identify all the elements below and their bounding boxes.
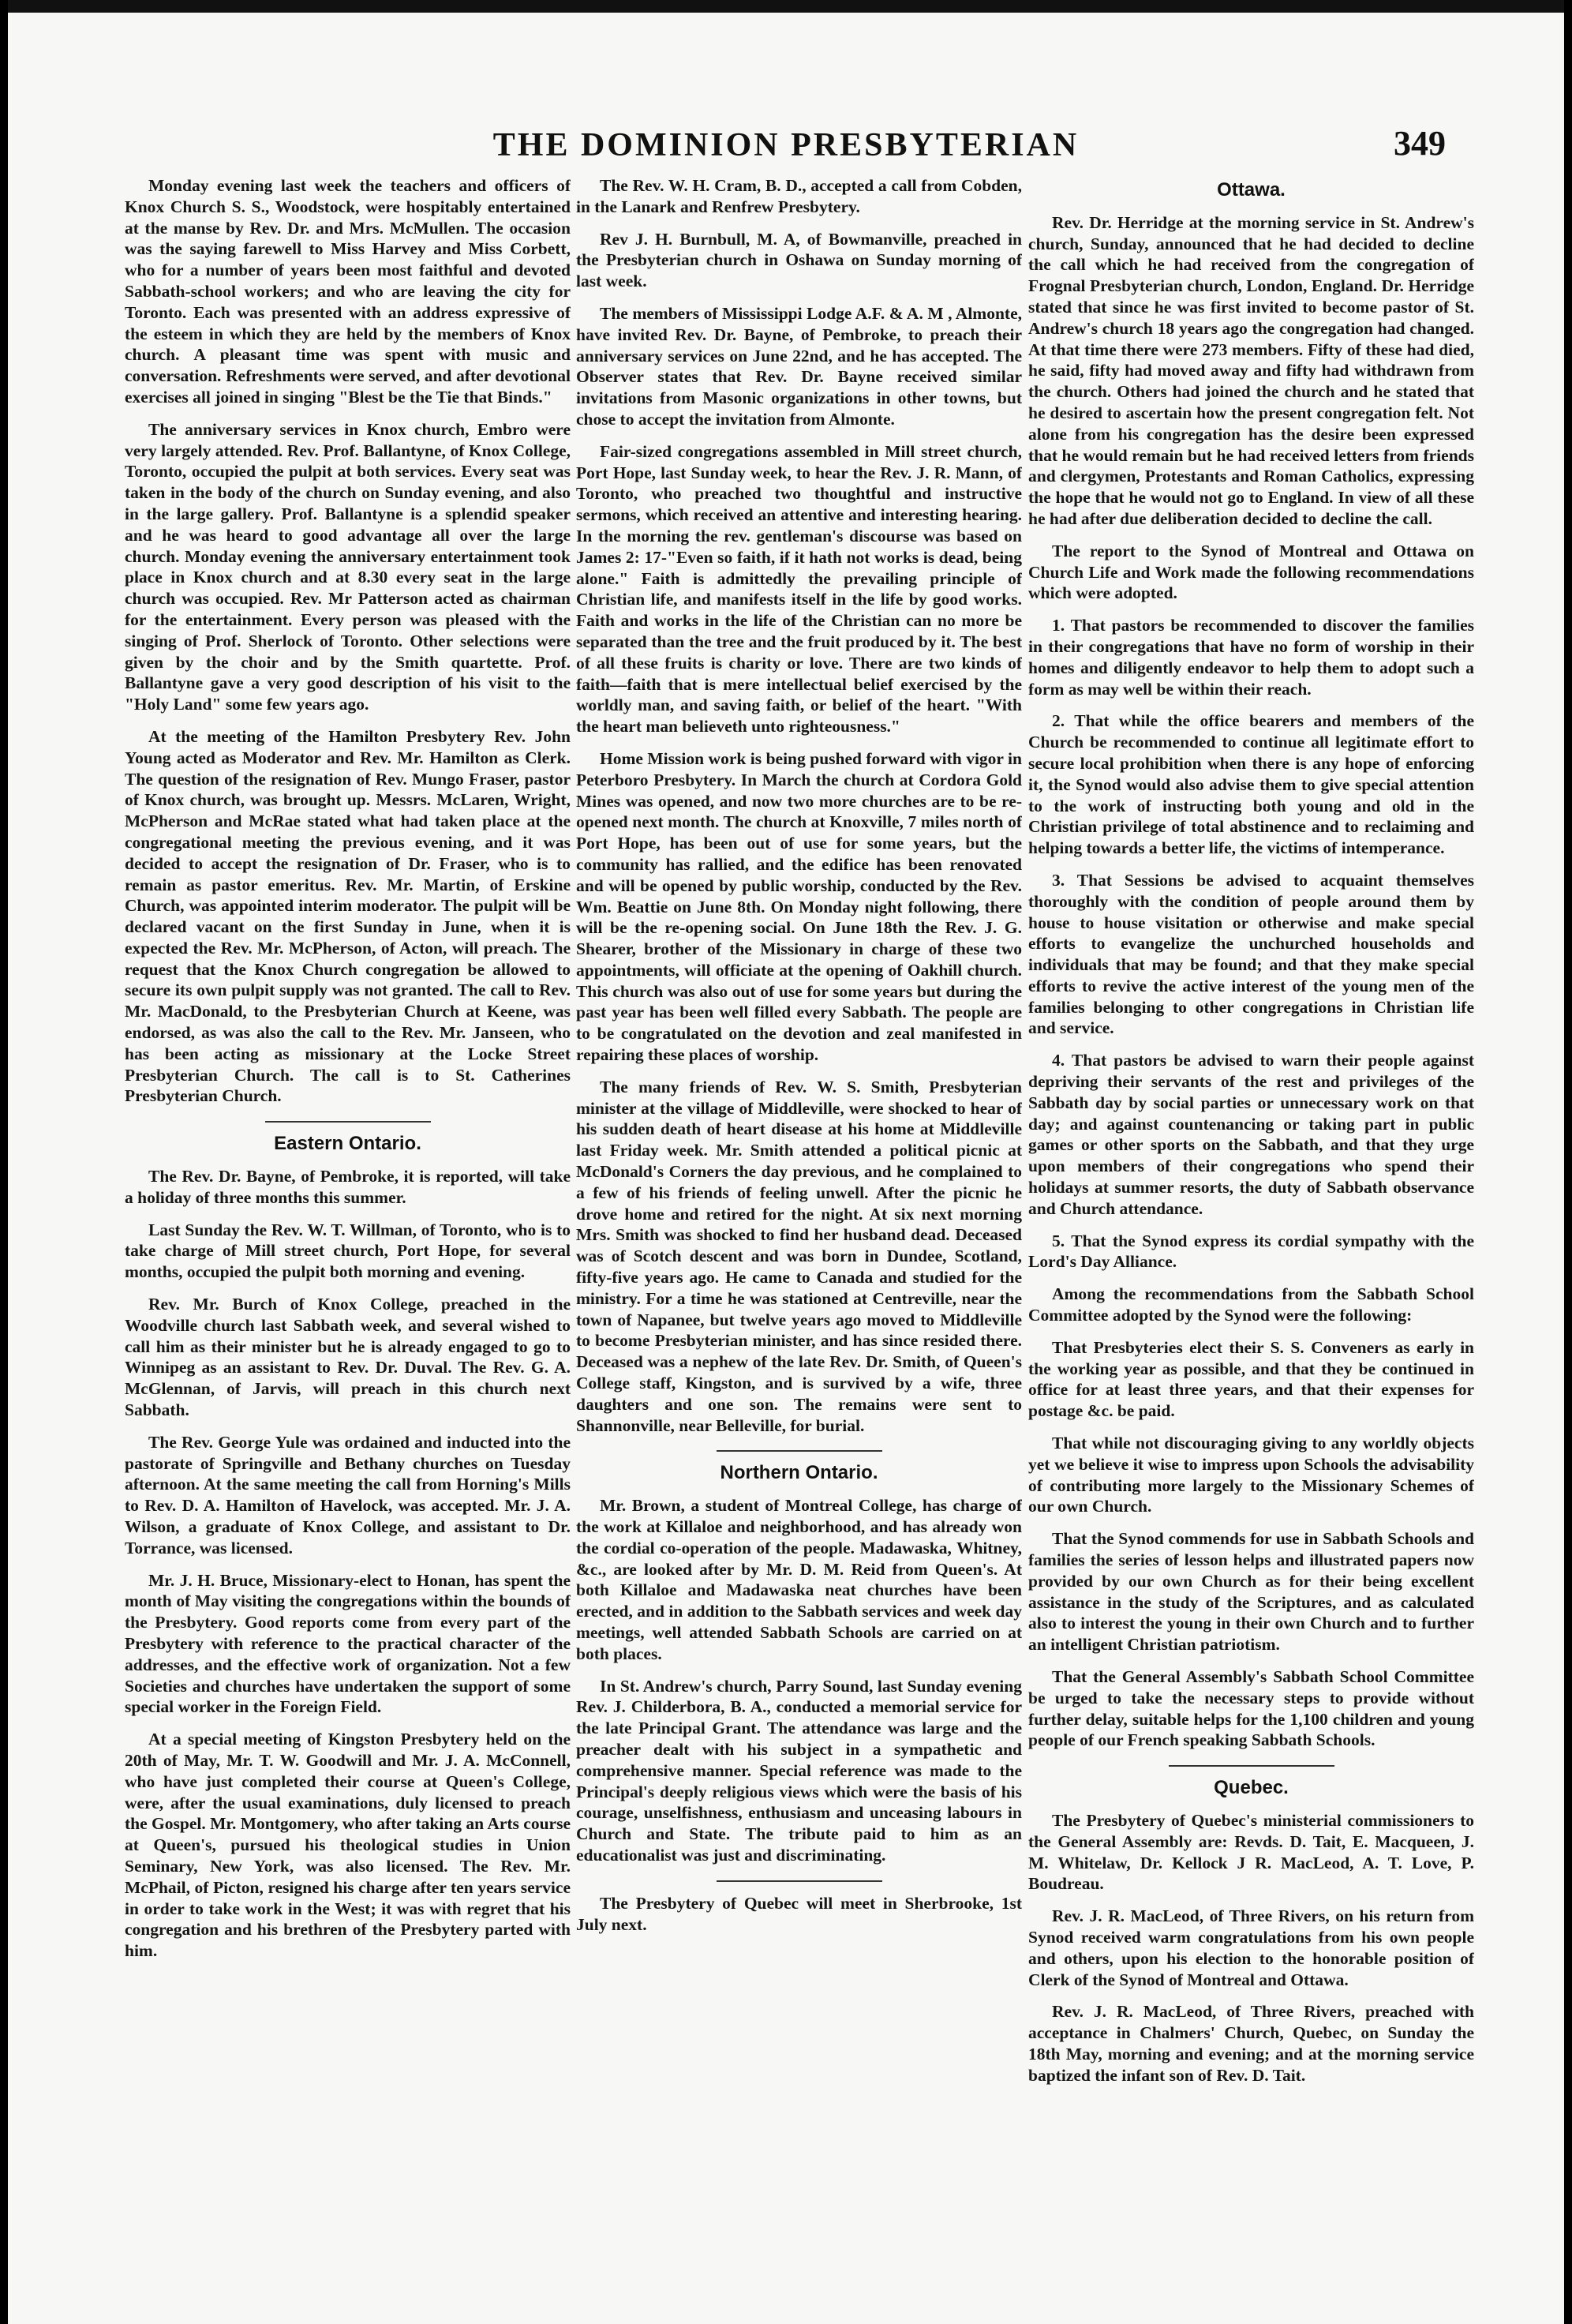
newspaper-page (8, 0, 1564, 2324)
article-paragraph: The Rev. Dr. Bayne, of Pembroke, it is reported, will take a holiday of three months this summer. (125, 1167, 571, 1207)
recommendation-item: 4. That pastors be advised to warn their people against depriving their servants of the rest and privileges of the Sabbath day by social parties or unnecessary work on that day; and against countenancing or taking part in public games or other sports on the Sabbath, and that they urge upon members of their congregations who spend their holidays at summer resorts, the duty of Sabbath observance and Church attendance. (1028, 1051, 1474, 1218)
recommendation-item: That the Synod commends for use in Sabbath Schools and families the series of lesson helps and illustrated papers now provided by our own Church as for their being excellent assistance in the study of the Scriptures, and as calculated also to interest the young in their own Church and to further an intelligent Christian patriotism. (1028, 1529, 1474, 1655)
article-paragraph: Mr. Brown, a student of Montreal College, has charge of the work at Killaloe and neighborhood, and has already won the cordial co-operation of the people. Madawaska, Whitney, &c., are looked after by Mr. D. M. Reid from Queen's. At both Killaloe and Madawaska neat churches have been erected, and in addition to the Sabbath services and week day meetings, well attended Sabbath Schools are carried on at both places. (576, 1496, 1022, 1663)
column-right (1028, 175, 1474, 2184)
article-paragraph: The report to the Synod of Montreal and Ottawa on Church Life and Work made the following recommendations which were adopted. (1028, 541, 1474, 603)
article-paragraph: Last Sunday the Rev. W. T. Willman, of Toronto, who is to take charge of Mill street church, Port Hope, for several months, occupied the pulpit both morning and evening. (125, 1220, 571, 1282)
article-paragraph: The anniversary services in Knox church, Embro were very largely attended. Rev. Prof. Ballantyne, of Knox College, Toronto, occupied the pulpit at both services. Every seat was taken in the body of the church on Sunday evening, and also in the large gallery. Prof. Ballantyne is a splendid speaker and he was heard to good advantage all over the large church. Monday evening the anniversary entertainment took place in Knox church and at 8.30 every seat in the large church was occupied. Rev. Mr Patterson acted as chairman for the entertainment. Every person was pleased with the singing of Prof. Sherlock of Toronto. Other selections were given by the choir and by the Smith quartette. Prof. Ballantyne gave a very good description of his visit to the "Holy Land" some few years ago. (125, 419, 571, 714)
recommendation-item: That Presbyteries elect their S. S. Conveners as early in the working year as possible, and that they be continued in office for at least three years, and that their expenses for postage &c. be paid. (1028, 1337, 1474, 1421)
section-divider (265, 1121, 431, 1123)
section-divider (717, 1880, 882, 1882)
recommendation-item: 2. That while the office bearers and members of the Church be recommended to continue all legitimate effort to secure local prohibition when there is any hope of enforcing it, the Synod would also advise them to give special attention to the work of instructing both young and old in the Christian privilege of total abstinence and to reclaiming and helping towards a better life, the victims of intemperance. (1028, 711, 1474, 858)
section-heading-northern-ontario: Northern Ontario. (720, 1462, 878, 1484)
article-paragraph: The many friends of Rev. W. S. Smith, Presbyterian minister at the village of Middleville, were shocked to hear of his sudden death of heart disease at his home at Middleville last Friday week. Mr. Smith attended a political picnic at McDonald's Corners the day previous, and he complained to a few of his friends of feeling unwell. After the picnic he drove home and retired for the night. At six next morning Mrs. Smith was shocked to find her husband dead. Deceased was of Scotch descent and was born in Dundee, Scotland, fifty-five years ago. He came to Canada and studied for the ministry. For a time he was stationed at Centreville, near the town of Napanee, but twelve years ago moved to Middleville to become Presbyterian minister, and has since resided there. Deceased was a nephew of the late Rev. Dr. Smith, of Queen's College staff, Kingston, and is survived by a wife, three daughters and one son. The remains were sent to Shannonville, near Belleville, for burial. (576, 1077, 1022, 1435)
article-paragraph: The members of Mississippi Lodge A.F. & A. M , Almonte, have invited Rev. Dr. Bayne, of Pembroke, to preach their anniversary services on June 22nd, and he has accepted. The Observer states that Rev. Dr. Bayne received similar invitations from Masonic organizations in other towns, but chose to accept the invitation from Almonte. (576, 303, 1022, 429)
page-header (8, 118, 1564, 174)
article-paragraph: In St. Andrew's church, Parry Sound, last Sunday evening Rev. J. Childerbora, B. A., conducted a memorial service for the late Principal Grant. The attendance was large and the preacher dealt with his subject in a sympathetic and comprehensive manner. Special reference was made to the Principal's deeply religious views which were the basis of his courage, unselfishness, enthusiasm and unceasing labours in Church and State. The tribute paid to him as an educationalist was just and discriminating. (576, 1676, 1022, 1865)
article-paragraph: Rev. J. R. MacLeod, of Three Rivers, on his return from Synod received warm congratulations from his own people and others, upon his election to the honorable position of Clerk of the Synod of Montreal and Ottawa. (1028, 1906, 1474, 1989)
recommendation-item: 5. That the Synod express its cordial sympathy with the Lord's Day Alliance. (1028, 1231, 1474, 1272)
article-paragraph: Fair-sized congregations assembled in Mill street church, Port Hope, last Sunday week, to hear the Rev. J. R. Mann, of Toronto, who preached two thoughtful and instructive sermons, which received an attentive and interesting hearing. In the morning the rev. gentleman's discourse was based on James 2: 17-"Even so faith, if it hath not works is dead, being alone." Faith is admittedly the prevailing principle of Christian life, and manifests itself in the life by good works. Faith and works in the life of the Christian can no more be separated than the tree and the fruit produced by it. The best of all these fruits is charity or love. There are two kinds of faith—faith that is mere intellectual belief exercised by the worldly man, and saving faith, or belief of the heart. "With the heart man believeth unto righteousness." (576, 441, 1022, 737)
article-paragraph: Rev J. H. Burnbull, M. A, of Bowmanville, preached in the Presbyterian church in Oshawa on Sunday morning of last week. (576, 229, 1022, 291)
article-paragraph: At the meeting of the Hamilton Presbytery Rev. John Young acted as Moderator and Rev. Mr. Hamilton as Clerk. The question of the resignation of Rev. Mungo Fraser, pastor of Knox church, was brought up. Messrs. McLaren, Wright, McPherson and McRae stated what had taken place at the congregational meeting the previous evening, and it was decided to accept the resignation of Dr. Fraser, who is to remain as pastor emeritus. Rev. Mr. Martin, of Erskine Church, was appointed interim moderator. The pulpit will be declared vacant on the first Sunday in June, when it is expected the Rev. Mr. McPherson, of Acton, will preach. The request that the Knox Church congregation be allowed to secure its own pulpit supply was not granted. The call to Rev. Mr. MacDonald, to the Presbyterian Church at Keene, was endorsed, as was also the call to the Rev. Mr. Janseen, who has been acting as missionary at the Locke Street Presbyterian Church. The call is to St. Catherines Presbyterian Church. (125, 726, 571, 1106)
scan-border (8, 0, 1564, 13)
article-paragraph: Mr. J. H. Bruce, Missionary-elect to Honan, has spent the month of May visiting the congregations within the bounds of the Presbytery. Good reports come from every part of the Presbytery with reference to the practical character of the addresses, and the effective work of organization. Not a few Societies and churches have undertaken the support of some special worker in the Foreign Field. (125, 1570, 571, 1717)
article-paragraph: Among the recommendations from the Sabbath School Committee adopted by the Synod were the following: (1028, 1284, 1474, 1325)
article-paragraph: The Presbytery of Quebec's ministerial commissioners to the General Assembly are: Revds. D. Tait, E. Macqueen, J. M. Whitelaw, Dr. Kellock J R. MacLeod, A. T. Love, P. Boudreau. (1028, 1810, 1474, 1894)
page-number: 349 (1394, 124, 1446, 163)
section-heading-eastern-ontario: Eastern Ontario. (274, 1133, 421, 1155)
article-paragraph: Rev. Mr. Burch of Knox College, preached in the Woodville church last Sabbath week, and several wished to call him as their minister but he is already engaged to go to Winnipeg as an assistant to Rev. Dr. Duval. The Rev. G. A. McGlennan, of Jarvis, will preach in this church next Sabbath. (125, 1295, 571, 1420)
article-paragraph: The Presbytery of Quebec will meet in Sherbrooke, 1st July next. (576, 1893, 1022, 1934)
article-paragraph: Rev. J. R. MacLeod, of Three Rivers, preached with acceptance in Chalmers' Church, Quebec, on Sunday the 18th May, morning and evening; and at the morning service baptized the infant son of Rev. D. Tait. (1028, 2002, 1474, 2085)
column-left (125, 175, 571, 2184)
section-heading-ottawa: Ottawa. (1217, 179, 1286, 201)
article-paragraph: At a special meeting of Kingston Presbytery held on the 20th of May, Mr. T. W. Goodwill and Mr. J. A. McConnell, who have just completed their course at Queen's College, were, after the usual examinations, duly licensed to preach the Gospel. Mr. Montgomery, who after taking an Arts course at Queen's, pursued his theological studies in Union Seminary, New York, was also licensed. The Rev. Mr. McPhail, of Picton, resigned his charge after ten years service in order to take work in the West; it was with regret that his congregation and his brethren of the Presbytery parted with him. (125, 1730, 571, 1961)
section-divider (717, 1450, 882, 1452)
article-paragraph: Home Mission work is being pushed forward with vigor in Peterboro Presbytery. In March the church at Cordora Gold Mines was opened, and now two more churches are to be re-opened next month. The church at Knoxville, 7 miles north of Port Hope, has been out of use for some years, but the community has rallied, and the edifice has been renovated and will be opened by public worship, conducted by the Rev. Wm. Beattie on June 8th. On Monday night following, there will be the re-opening social. On June 18th the Rev. J. G. Shearer, brother of the Missionary in charge of these two appointments, will officiate at the opening of Oakhill church. This church was also out of use for some years but during the past year has been well filled every Sabbath. The people are to be congratulated on the devotion and zeal manifested in repairing these places of worship. (576, 748, 1022, 1065)
section-heading-quebec: Quebec. (1214, 1777, 1289, 1799)
recommendation-item: 3. That Sessions be advised to acquaint themselves thoroughly with the condition of people around them by house to house visitation or otherwise and make special efforts to evangelize the unchurched households and individuals that may be found; and that they make special efforts to revive the active interest of the young men of the families belonging to other congregations in Christian life and service. (1028, 870, 1474, 1038)
article-paragraph: The Rev. W. H. Cram, B. D., accepted a call from Cobden, in the Lanark and Renfrew Presbytery. (576, 176, 1022, 216)
article-paragraph: Monday evening last week the teachers and officers of Knox Church S. S., Woodstock, were hospitably entertained at the manse by Rev. Dr. and Mrs. McMullen. The occasion was the saying farewell to Miss Harvey and Miss Corbett, who for a number of years been most faithful and devoted Sabbath-school workers; and who are leaving the city for Toronto. Each was presented with an address expressive of the esteem in which they are held by the members of Knox church. A pleasant time was spent with music and conversation. Refreshments were served, and after devotional exercises all joined in singing "Blest be the Tie that Binds." (125, 176, 571, 407)
recommendation-item: That the General Assembly's Sabbath School Committee be urged to take the necessary steps to provide without further delay, suitable helps for the 1,100 children and young people of our French speaking Sabbath Schools. (1028, 1667, 1474, 1750)
recommendation-item: That while not discouraging giving to any worldly objects yet we believe it wise to impress upon Schools the advisability of contributing more largely to the Missionary Schemes of our own Church. (1028, 1434, 1474, 1516)
section-divider (1169, 1765, 1334, 1767)
article-paragraph: The Rev. George Yule was ordained and inducted into the pastorate of Springville and Bethany churches on Tuesday afternoon. At the same meeting the call from Horning's Mills to Rev. D. A. Hamilton of Havelock, was accepted. Mr. J. A. Wilson, a graduate of Knox College, and assistant to Dr. Torrance, was licensed. (125, 1432, 571, 1557)
article-paragraph: Rev. Dr. Herridge at the morning service in St. Andrew's church, Sunday, announced that he had decided to decline the call which he had received from the congregation of Frognal Presbyterian church, London, England. Dr. Herridge stated that since he was first invited to become pastor of St. Andrew's church 18 years ago the congregation had changed. At that time there were 273 members. Fifty of these had died, he said, fifty had moved away and fifty had withdrawn from the church. Others had joined the church and he stated that he desired to ascertain how the present congregation felt. Not alone from his congregation has the desire been expressed that he would remain but he had received letters from friends and clergymen, Protestants and Roman Catholics, expressing the hope that he would not go to England. In view of all these he had after due deliberation decided to decline the call. (1028, 212, 1474, 528)
running-head: THE DOMINION PRESBYTERIAN (492, 127, 1080, 163)
column-middle (576, 175, 1022, 2184)
recommendation-item: 1. That pastors be recommended to discover the families in their congregations that have no form of worship in their homes and diligently endeavor to help them to adopt such a form as may well be within their reach. (1028, 616, 1474, 699)
